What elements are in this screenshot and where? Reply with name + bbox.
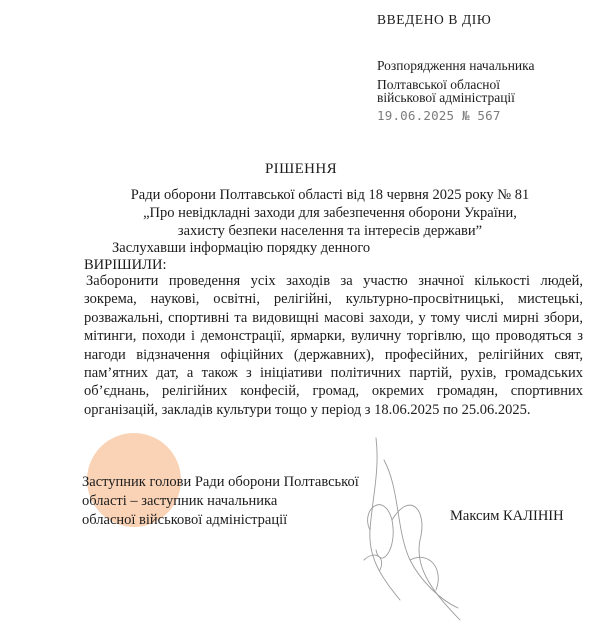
signatory-position-line-2: області – заступник начальника: [82, 493, 278, 509]
decision-subtitle: Ради оборони Полтавської області від 18 червня 2025 року № 81: [130, 187, 530, 203]
decision-subject-line-2: захисту безпеки населення та інтересів держави”: [177, 223, 483, 239]
enacted-stamp: ВВЕДЕНО В ДІЮ: [377, 12, 492, 27]
handwritten-signature: [340, 430, 490, 625]
signatory-name: Максим КАЛІНІН: [450, 508, 564, 524]
order-line-2: Полтавської обласної: [377, 77, 501, 92]
signatory-position-line-1: Заступник голови Ради оборони Полтавської: [82, 474, 359, 490]
signatory-position-line-3: обласної військової адміністрації: [82, 512, 288, 528]
signatory-position: [82, 473, 359, 530]
decision-body-text: Заборонити проведення усіх заходів за участю значної кількості людей, зокрема, наукові, освітні, релігійні, культурно-просвітницькі, мистецькі, розважальні, спортивні та видовищні масові заходи, у тому числі мирні збори, мітинги, походи і демонстрації, ярмарки, вуличну торгівлю, що проводяться з нагоди відзначення офіційних (державних), професійних, релігійних свят, пам’ятних дат, а також з ініціативи політичних партій, рухів, громадських об’єднань, релігійних конфесій, громад, окремих громадян, спортивних організацій, закладів культури тощо у період з 18.06.2025 по 25.06.2025.: [84, 273, 583, 418]
decision-title: РІШЕННЯ: [264, 161, 338, 177]
decision-subject-line-1: „Про невідкладні заходи для забезпечення оборони України,: [143, 205, 517, 221]
decided-heading: ВИРІШИЛИ:: [84, 257, 167, 273]
decision-body-paragraph: [84, 272, 583, 419]
order-line-3: військової адміністрації: [377, 90, 515, 105]
order-date-number: 19.06.2025 № 567: [377, 108, 501, 123]
order-line-1: Розпорядження начальника: [377, 58, 535, 73]
heard-info-line: Заслухавши інформацію порядку денного: [112, 240, 371, 256]
